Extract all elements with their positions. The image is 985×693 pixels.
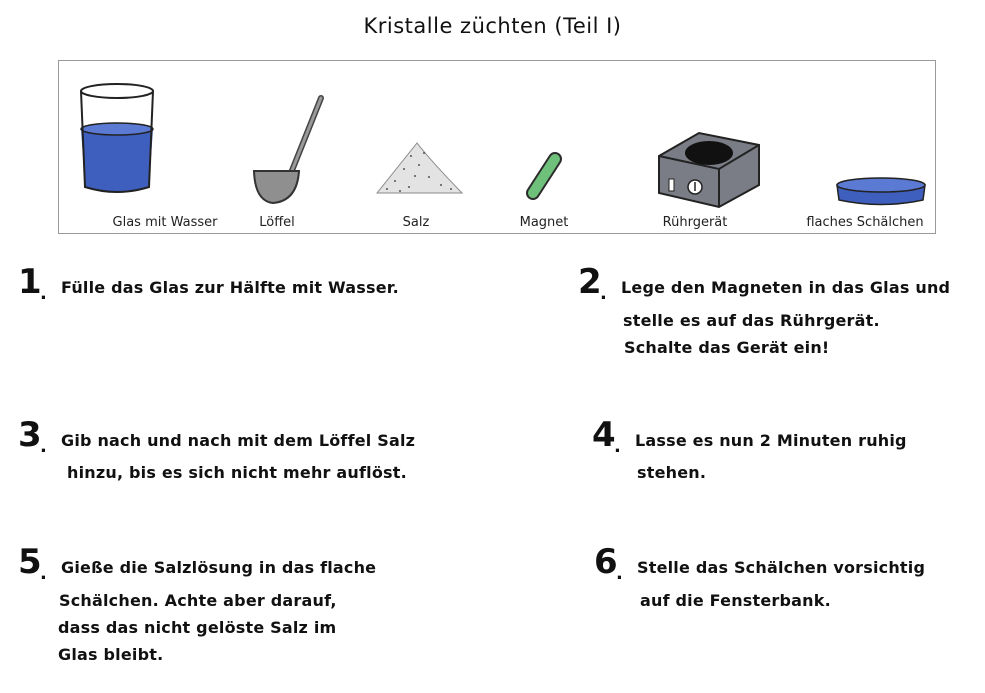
flat-dish-icon xyxy=(837,178,925,205)
step-number: 2 xyxy=(578,262,602,302)
step-text: dass das nicht gelöste Salz im xyxy=(58,618,337,637)
step-dot: . xyxy=(600,283,607,304)
step-text: hinzu, bis es sich nicht mehr auflöst. xyxy=(67,463,407,482)
step-text: stehen. xyxy=(637,463,707,482)
step-text: Glas bleibt. xyxy=(58,645,164,664)
step-text: Schälchen. Achte aber darauf, xyxy=(59,591,337,610)
salt-pile-icon xyxy=(377,143,462,193)
spoon-icon xyxy=(254,98,321,203)
step-number: 6 xyxy=(594,542,618,582)
materials-illustration xyxy=(59,61,937,235)
material-label-salt: Salz xyxy=(402,215,430,230)
step-number: 3 xyxy=(18,415,42,455)
step-text: auf die Fensterbank. xyxy=(640,591,831,610)
step-text: Schalte das Gerät ein! xyxy=(624,338,830,357)
material-label-stirrer: Rührgerät xyxy=(662,215,728,230)
material-label-glass: Glas mit Wasser xyxy=(112,215,218,230)
step-number: 4 xyxy=(592,415,616,455)
step-dot: . xyxy=(614,436,621,457)
step-text: Gib nach und nach mit dem Löffel Salz xyxy=(61,431,416,450)
material-label-dish: flaches Schälchen xyxy=(806,215,924,230)
glass-of-water-icon xyxy=(81,84,153,192)
magnet-icon xyxy=(533,159,555,193)
step-text: stelle es auf das Rührgerät. xyxy=(623,311,880,330)
material-label-spoon: Löffel xyxy=(259,215,295,230)
step-text: Fülle das Glas zur Hälfte mit Wasser. xyxy=(61,278,399,297)
step-dot: . xyxy=(40,436,47,457)
materials-panel xyxy=(58,60,936,234)
page-title: Kristalle züchten (Teil I) xyxy=(363,14,622,38)
step-number: 5 xyxy=(18,542,42,582)
step-number: 1 xyxy=(18,262,42,302)
step-text: Gieße die Salzlösung in das flache xyxy=(61,558,377,577)
step-text: Lege den Magneten in das Glas und xyxy=(621,278,951,297)
step-dot: . xyxy=(40,283,47,304)
step-dot: . xyxy=(40,563,47,584)
stirrer-icon xyxy=(659,133,759,207)
step-dot: . xyxy=(616,563,623,584)
step-text: Lasse es nun 2 Minuten ruhig xyxy=(635,431,907,450)
material-label-magnet: Magnet xyxy=(519,215,569,230)
step-text: Stelle das Schälchen vorsichtig xyxy=(637,558,926,577)
